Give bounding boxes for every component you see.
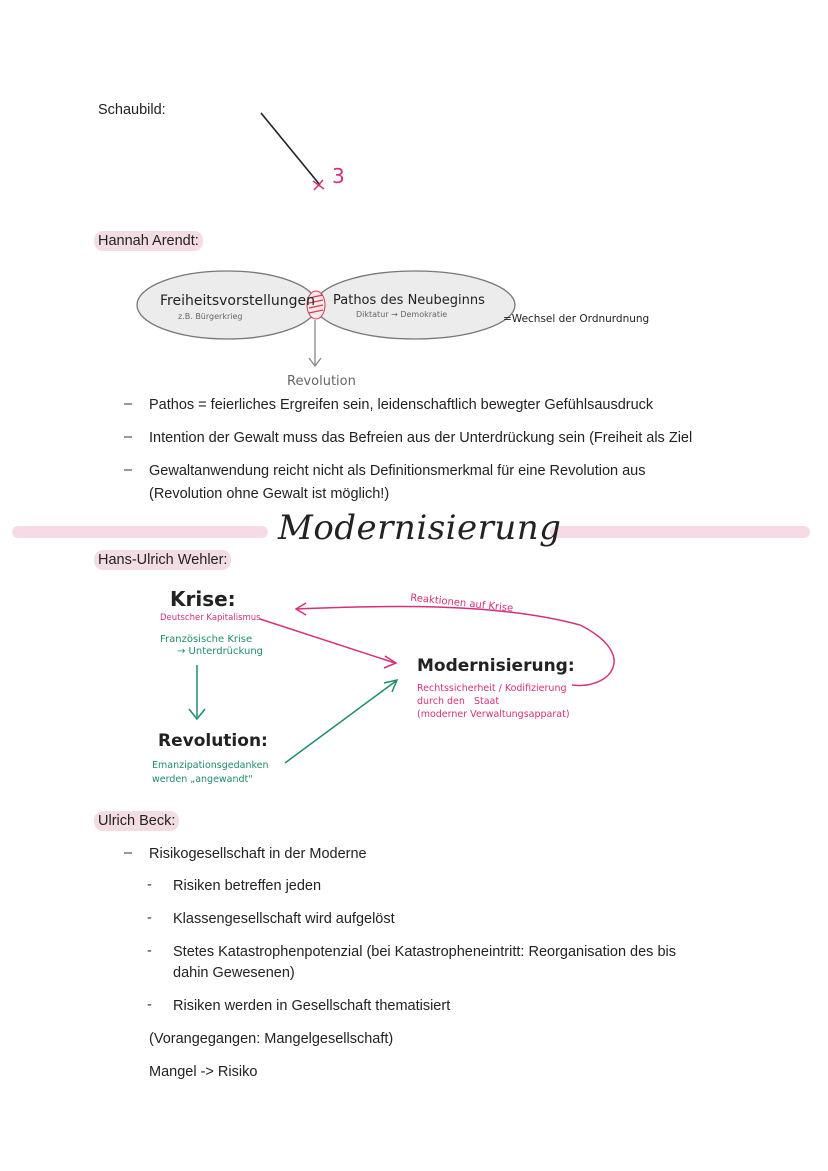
arendt-bullet-3: Gewaltanwendung reicht nicht als Definitionsmerkmal für eine Revolution aus — [149, 463, 646, 479]
revolution-result: Revolution — [287, 374, 356, 389]
krise-heading: Krise: — [170, 587, 236, 611]
sketch-mark: 3 — [332, 164, 345, 188]
krise-line-2: Französische Krise — [160, 634, 253, 645]
schaubild-label: Schaubild: — [98, 102, 166, 118]
beck-sub-item-1: Risiken betreffen jeden — [173, 878, 322, 894]
arendt-bullet-3-cont: (Revolution ohne Gewalt ist möglich!) — [149, 486, 390, 502]
beck-note-2: Mangel -> Risiko — [149, 1064, 258, 1080]
circle-right-sub: Diktatur → Demokratie — [356, 310, 448, 319]
schaubild-sketch — [250, 105, 370, 200]
bullet-dash: – — [124, 429, 133, 445]
krise-line-3: → Unterdrückung — [177, 646, 264, 657]
beck-sub-item-2: Klassengesellschaft wird aufgelöst — [173, 911, 395, 927]
circle-left-sub: z.B. Bürgerkrieg — [178, 312, 243, 321]
beck-main-item: Risikogesellschaft in der Moderne — [149, 846, 367, 862]
arendt-bullet-1: Pathos = feierliches Ergreifen sein, leidenschaftlich bewegter Gefühlsausdruck — [149, 397, 654, 413]
modern-line-3: (moderner Verwaltungsapparat) — [417, 709, 570, 720]
wehler-heading: Hans-Ulrich Wehler: — [94, 550, 231, 570]
modernisierung-heading: Modernisierung: — [417, 656, 575, 676]
revolution-line-1: Emanzipationsgedanken — [152, 760, 269, 771]
sub-bullet-dash: - — [147, 997, 152, 1013]
beck-sub-item-3: Stetes Katastrophenpotenzial (bei Katastropheneintritt: Reorganisation des bis — [173, 944, 676, 960]
section-title: Modernisierung — [278, 508, 562, 548]
krise-line-1: Deutscher Kapitalismus — [160, 613, 261, 623]
circle-left-label: Freiheitsvorstellungen — [160, 293, 316, 309]
modern-line-2: durch den Staat — [417, 696, 500, 707]
revolution-line-2: werden „angewandt" — [152, 774, 253, 785]
bullet-dash: – — [124, 462, 133, 478]
bullet-dash: – — [124, 845, 133, 861]
beck-sub-item-3-cont: dahin Gewesenen) — [173, 965, 295, 981]
equals-note: =Wechsel der Ordnurdnung — [503, 313, 650, 325]
beck-note-1: (Vorangegangen: Mangelgesellschaft) — [149, 1031, 394, 1047]
reaktionen-label: Reaktionen auf Krise — [409, 592, 514, 615]
bullet-dash: – — [124, 396, 133, 412]
section-divider-right — [550, 526, 810, 538]
circle-right-label: Pathos des Neubeginns — [333, 293, 485, 308]
arendt-bullet-2: Intention der Gewalt muss das Befreien aus der Unterdrückung sein (Freiheit als Ziel — [149, 430, 693, 446]
sub-bullet-dash: - — [147, 910, 152, 926]
beck-heading: Ulrich Beck: — [94, 811, 179, 831]
arendt-heading: Hannah Arendt: — [94, 231, 203, 251]
modern-line-1: Rechtssicherheit / Kodifizierung — [417, 683, 567, 694]
sub-bullet-dash: - — [147, 943, 152, 959]
beck-sub-item-4: Risiken werden in Gesellschaft thematisiert — [173, 998, 451, 1014]
revolution-heading: Revolution: — [158, 731, 268, 751]
sub-bullet-dash: - — [147, 877, 152, 893]
section-divider-left — [12, 526, 268, 538]
